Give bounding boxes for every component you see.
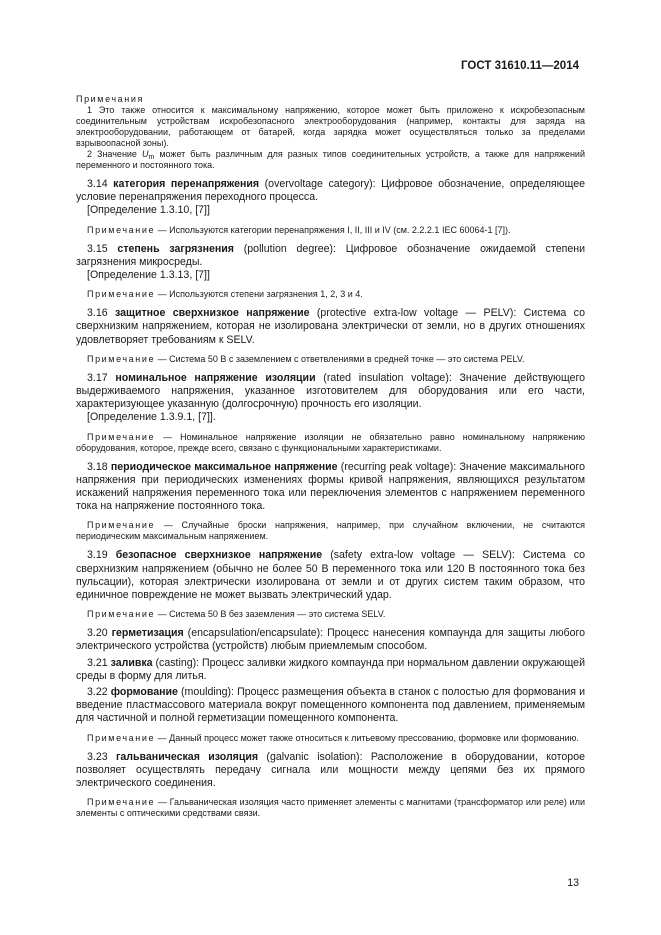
term-3-20: 3.20 герметизация (encapsulation/encapsulate): Процесс нанесения компаунда для защиты любого электрического устройства (устройств) любым приемлемым способом. (76, 627, 586, 653)
term-3-15-ref: [Определение 1.3.13, [7]] (87, 269, 210, 282)
term-3-14-ref: [Определение 1.3.10, [7]] (87, 204, 210, 217)
document-code: ГОСТ 31610.11—2014 (461, 60, 579, 72)
term-3-15-note: Примечание — Используются степени загрязнения 1, 2, 3 и 4. (87, 289, 363, 300)
term-3-22: 3.22 формование (moulding): Процесс размещения объекта в станок с полостью для формования и введение пластмассового материала вокруг помещенного компонента под давлением, применяемым для частичной и полной герметизации помещенного компонента. (76, 686, 585, 725)
term-3-14-note: Примечание — Используются категории перенапряжения I, II, III и IV (см. 2.2.2.1 IEC 60064-1 [7]). (87, 224, 511, 235)
term-3-23-note: Примечание — Гальваническая изоляция часто применяет элементы с магнитами (трансформатор или реле) или элементы с оптическими средствами связи. (76, 797, 585, 819)
page-number: 13 (567, 877, 579, 889)
note-2: 2 Значение $U_m$ может быть различным для разных типов соединительных устройств, а также для напряжений переменного и постоянного тока. (76, 149, 585, 170)
term-3-18-note: Примечание — Случайные броски напряжения, например, при случайном включении, не считаются периодическим максимальным напряжением. (76, 520, 585, 542)
notes-heading: Примечания (76, 94, 144, 104)
term-3-15: 3.15 степень загрязнения (pollution degree): Цифровое обозначение ожидаемой степени загрязнения микросреды. (76, 242, 585, 268)
page-content (76, 94, 585, 819)
term-3-16: 3.16 защитное сверхнизкое напряжение (protective extra-low voltage — PELV): Система со сверхнизким напряжением, которая не изолирована электрически от земли, но в других отношениях удовлетворяет требованиям к SELV. (76, 307, 585, 346)
term-3-22-note: Примечание — Данный процесс может также относиться к литьевому прессованию, формовке или формованию. (87, 732, 579, 743)
term-3-21: 3.21 заливка (casting): Процесс заливки жидкого компаунда при нормальном давлении окружающей среды в форму для литья. (76, 656, 585, 682)
term-3-17-ref: [Определение 1.3.9.1, [7]]. (87, 411, 216, 424)
term-3-17: 3.17 номинальное напряжение изоляции (rated insulation voltage): Значение действующего выдерживаемого напряжения, указанное изготовителем для оборудования или его части, характеризующее указанную (долгосрочную) прочность его изоляции. (76, 371, 585, 411)
note-1: 1 Это также относится к максимальному напряжению, которое может быть приложено к искробезопасным соединительным устройствам искробезопасного электрооборудования (например, контакты для заряда на электрооборудовании, работающем от батарей, когда зарядка может осуществляться только за пределами взрывоопасной зоны). (76, 105, 585, 148)
term-3-14: 3.14 категория перенапряжения (overvoltage category): Цифровое обозначение, определяющее условие перенапряжения переходного процесса. (76, 178, 585, 204)
term-3-18: 3.18 периодическое максимальное напряжение (recurring peak voltage): Значение максимального напряжения при периодических изменениях формы кривой напряжения, являющихся результатом искажений напряжения переменного тока или переключения элементов с напряжением переменного тока на напряжение постоянного тока. (76, 460, 585, 513)
term-3-16-note: Примечание — Система 50 В с заземлением с ответвлениями в средней точке — это система PELV. (87, 353, 525, 364)
term-3-23: 3.23 гальваническая изоляция (galvanic isolation): Расположение в оборудовании, которое позволяет осуществлять передачу сигнала или мощности между цепями без их прямого электрического соединения. (76, 750, 585, 790)
um-symbol: U (141, 149, 149, 159)
term-3-19-note: Примечание — Система 50 В без заземления — это система SELV. (87, 609, 386, 620)
term-3-17-note: Примечание — Номинальное напряжение изоляции не обязательно равно номинальному напряжению оборудования, которое, прежде всего, связано с функциональными характеристиками. (76, 431, 585, 453)
term-3-19: 3.19 безопасное сверхнизкое напряжение (safety extra-low voltage — SELV): Система со сверхнизким напряжением (обычно не более 50 В переменного тока или 120 В постоянного тока без пульсации), которая электрически изолирована от земли и от других систем таким образом, что единичное повреждение не может вызвать электрический удар. (76, 549, 585, 602)
